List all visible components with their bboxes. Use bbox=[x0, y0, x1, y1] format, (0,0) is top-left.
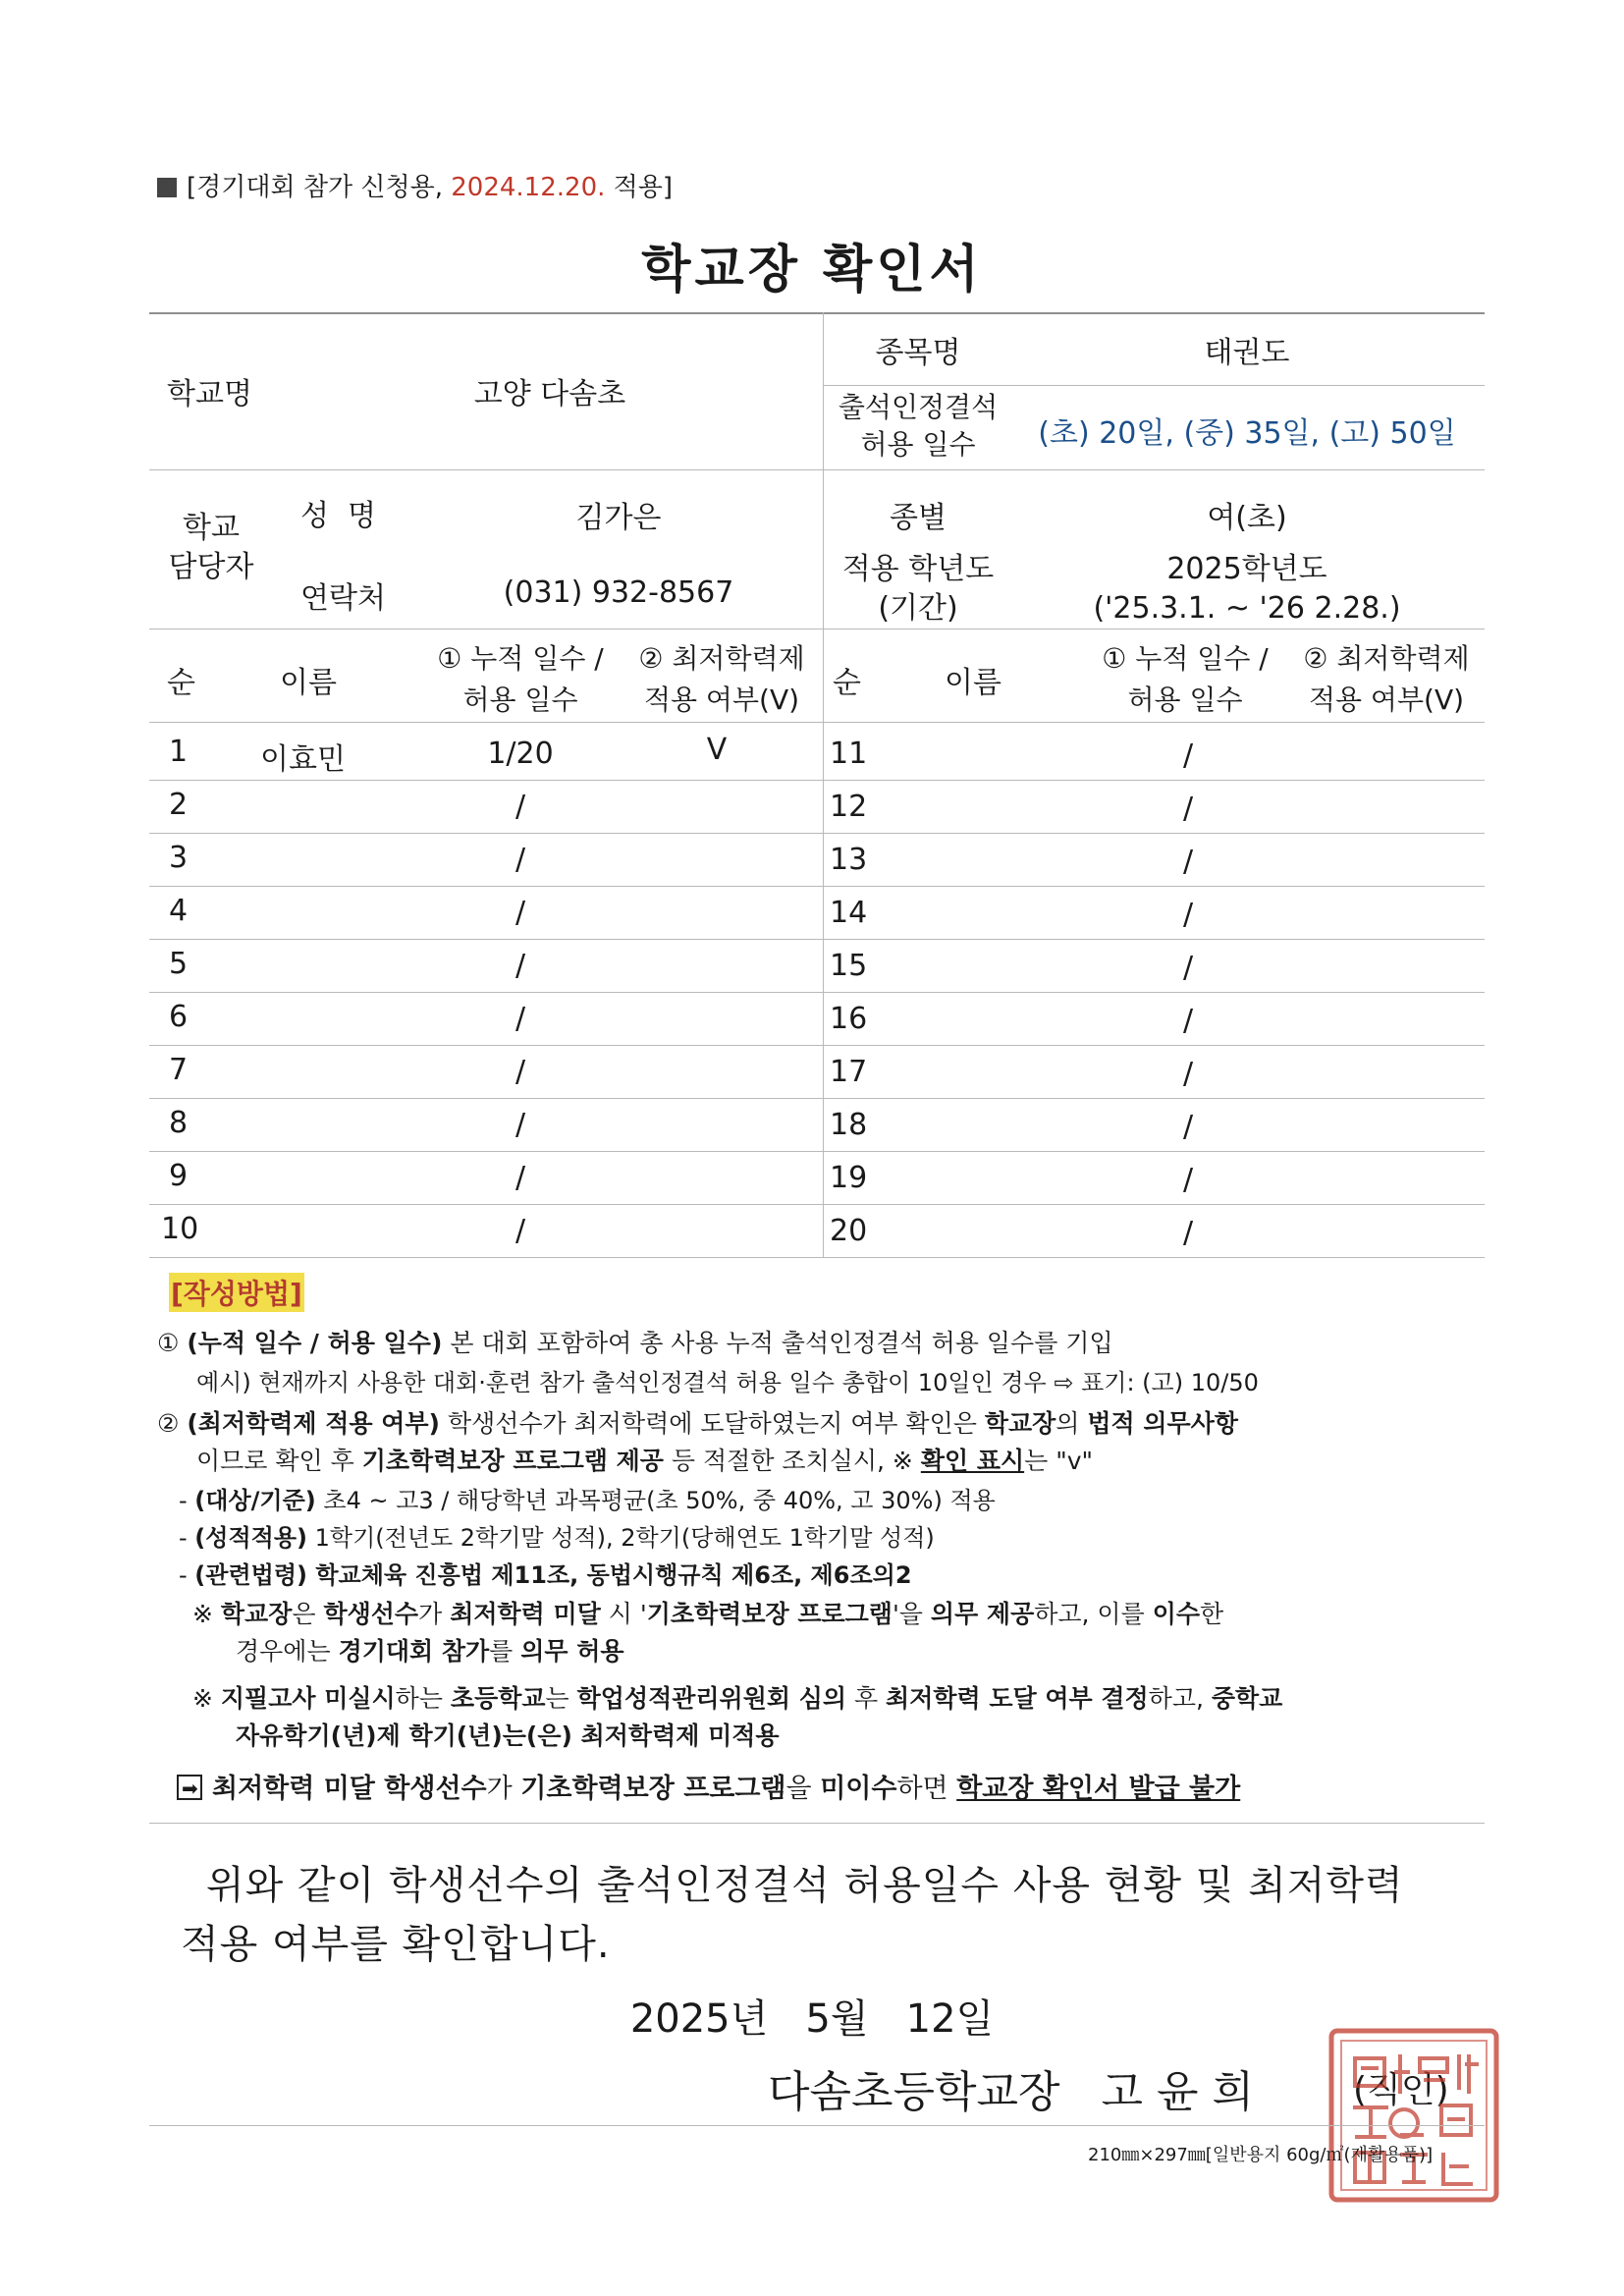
col-min-right bbox=[1288, 638, 1485, 721]
seal-mark-label: (직인) bbox=[1353, 2070, 1449, 2110]
sub-2-text: 1학기(전년도 2학기말 성적), 2학기(당해연도 1학기말 성적) bbox=[306, 1524, 935, 1552]
divider bbox=[149, 1823, 1485, 1824]
row-days: / bbox=[1182, 951, 1194, 985]
ref-1-text: 가 bbox=[418, 1600, 451, 1628]
row-days: / bbox=[1182, 1057, 1194, 1091]
divider bbox=[149, 1151, 1485, 1152]
row-days: / bbox=[514, 1161, 526, 1195]
ref-2-bold: 최저학력 도달 여부 결정 bbox=[886, 1684, 1149, 1713]
page-title: 학교장 확인서 bbox=[641, 241, 983, 300]
note-2-text: 이므로 확인 후 bbox=[196, 1447, 362, 1475]
ref-1-text: 은 bbox=[292, 1600, 324, 1628]
divider bbox=[149, 833, 1485, 834]
row-number: 7 bbox=[169, 1053, 189, 1087]
row-days: / bbox=[1182, 738, 1194, 773]
divider bbox=[149, 939, 1485, 940]
sub-1-bold: (대상/기준) bbox=[194, 1487, 316, 1514]
final-note-bold: 기초학력보장 프로그램 bbox=[520, 1774, 786, 1804]
note-2-text: 의 bbox=[1056, 1409, 1088, 1438]
ref-1-bold: 최저학력 미달 bbox=[450, 1600, 601, 1628]
row-number: 13 bbox=[830, 843, 868, 877]
year-label-line2: (기간) bbox=[878, 591, 958, 626]
method-heading: [작성방법] bbox=[169, 1273, 304, 1312]
row-number: 10 bbox=[161, 1212, 199, 1246]
divider bbox=[149, 1098, 1485, 1099]
contact-value: (031) 932-8567 bbox=[503, 575, 734, 610]
divider bbox=[149, 780, 1485, 781]
row-number: 12 bbox=[830, 790, 868, 824]
ref-2-bold: 중학교 bbox=[1211, 1684, 1283, 1713]
col-no-left: 순 bbox=[167, 666, 195, 700]
ref-1-text: 하고, 이를 bbox=[1034, 1600, 1153, 1628]
note-2-text: 등 적절한 조치실시, ※ bbox=[663, 1447, 921, 1475]
row-days: / bbox=[514, 843, 526, 877]
row-number: 15 bbox=[830, 949, 868, 983]
sub-3: - (관련법령) 학교체육 진흥법 제11조, 동법시행규칙 제6조, 제6조의2 bbox=[179, 1561, 912, 1589]
confirm-date: 2025년 5월 12일 bbox=[629, 1996, 995, 2042]
ref-1-bold: 이수 bbox=[1152, 1600, 1200, 1628]
signer-name: 다솜초등학교장 고 윤 희 bbox=[768, 2067, 1254, 2117]
row-days: / bbox=[1182, 1163, 1194, 1197]
ref-1: ※ 학교장은 학생선수가 최저학력 미달 시 '기초학력보장 프로그램'을 의무 제공하고, 이를 이수한 bbox=[192, 1600, 1224, 1628]
divider bbox=[149, 312, 1485, 314]
row-number: 9 bbox=[169, 1159, 189, 1193]
manager-label-line2: 담당자 bbox=[168, 550, 254, 584]
row-days: / bbox=[1182, 1110, 1194, 1144]
note-2-mark-label: 확인 표시 bbox=[920, 1447, 1025, 1475]
form-tag bbox=[157, 167, 673, 203]
row-days: / bbox=[514, 896, 526, 930]
divider bbox=[149, 1204, 1485, 1205]
note-2-program: 기초학력보장 프로그램 제공 bbox=[361, 1447, 664, 1475]
col-min-line1: ② 최저학력제 bbox=[1303, 642, 1470, 675]
divider bbox=[149, 886, 1485, 887]
paper-spec: 210㎜×297㎜[일반용지 60g/㎡(재활용품)] bbox=[1088, 2145, 1434, 2165]
category-label: 종별 bbox=[890, 501, 947, 535]
ref-1-bold: 학생선수 bbox=[323, 1600, 419, 1628]
row-number: 18 bbox=[830, 1108, 868, 1142]
final-note-bold: 최저학력 미달 학생선수 bbox=[212, 1774, 487, 1804]
col-min-line2: 적용 여부(V) bbox=[643, 683, 800, 716]
note-2-bold: (최저학력제 적용 여부) bbox=[187, 1409, 440, 1438]
col-min-line2: 적용 여부(V) bbox=[1308, 683, 1465, 716]
year-value bbox=[1031, 550, 1463, 629]
row-number: 17 bbox=[830, 1055, 868, 1089]
arrow-box-icon: ➡ bbox=[177, 1775, 202, 1800]
row-number: 20 bbox=[830, 1214, 868, 1248]
divider bbox=[149, 1257, 1485, 1258]
row-number: 16 bbox=[830, 1002, 868, 1036]
row-number: 19 bbox=[830, 1161, 868, 1195]
name-label: 성 명 bbox=[300, 499, 377, 533]
row-days: / bbox=[514, 949, 526, 983]
row-number: 4 bbox=[169, 894, 189, 928]
col-name-right: 이름 bbox=[945, 666, 1001, 700]
school-value: 고양 다솜초 bbox=[473, 377, 626, 411]
note-1-bold: (누적 일수 / 허용 일수) bbox=[187, 1329, 443, 1357]
row-days: / bbox=[1182, 1004, 1194, 1038]
official-seal bbox=[1326, 2025, 1502, 2206]
col-days-left bbox=[407, 638, 633, 721]
ref-1-bold: 학교장 bbox=[220, 1600, 293, 1628]
row-days: / bbox=[1182, 898, 1194, 932]
sub-1-text: 초4 ~ 고3 / 해당학년 과목평균(초 50%, 중 40%, 고 30%) 적용 bbox=[315, 1487, 996, 1514]
note-1-example: 예시) 현재까지 사용한 대회·훈련 참가 출석인정결석 허용 일수 총합이 10일인 경우 ⇨ 표기: (고) 10/50 bbox=[196, 1369, 1259, 1396]
col-min-left bbox=[623, 638, 820, 721]
confirm-line1: 위와 같이 학생선수의 출석인정결석 허용일수 사용 현황 및 최저학력 bbox=[206, 1863, 1404, 1908]
note-2-text: 는 "v" bbox=[1024, 1447, 1094, 1475]
ref-1-bold: 의무 허용 bbox=[520, 1637, 624, 1666]
category-value: 여(초) bbox=[1207, 501, 1287, 535]
ref-1-text: 를 bbox=[489, 1637, 521, 1666]
divider bbox=[149, 722, 1485, 723]
sport-label: 종목명 bbox=[875, 336, 961, 370]
row-days: / bbox=[514, 1002, 526, 1036]
row-days: 1/20 bbox=[487, 737, 554, 771]
final-note bbox=[177, 1772, 1240, 1807]
form-tag-suffix: 적용] bbox=[605, 173, 674, 202]
note-1 bbox=[157, 1326, 1113, 1361]
note-2-text: 학생선수가 최저학력에 도달하였는지 여부 확인은 bbox=[440, 1409, 985, 1438]
ref-2-line2: 자유학기(년)제 학기(년)는(은) 최저학력제 미적용 bbox=[236, 1722, 780, 1750]
final-note-text: 하면 bbox=[896, 1774, 957, 1804]
row-number: 8 bbox=[169, 1106, 189, 1140]
note-2-line2 bbox=[196, 1444, 1093, 1479]
ref-1-text: 시 ' bbox=[600, 1600, 647, 1628]
final-note-underlined: 학교장 확인서 발급 불가 bbox=[956, 1774, 1241, 1804]
official-seal-graphic bbox=[1326, 2025, 1502, 2206]
note-2 bbox=[157, 1406, 1238, 1442]
final-note-bold: 미이수 bbox=[820, 1774, 897, 1804]
sport-value: 태권도 bbox=[1204, 336, 1290, 370]
circle-one-mark: ① bbox=[157, 1329, 180, 1357]
note-1-text: 본 대회 포함하여 총 사용 누적 출석인정결석 허용 일수를 기입 bbox=[442, 1329, 1113, 1357]
divider bbox=[823, 385, 1485, 386]
ref-1-bold: 경기대회 참가 bbox=[338, 1637, 490, 1666]
divider bbox=[149, 469, 1485, 470]
ref-2-bold: 초등학교 bbox=[450, 1684, 546, 1713]
row-check: V bbox=[706, 733, 728, 767]
row-days: / bbox=[514, 1055, 526, 1089]
col-name-left: 이름 bbox=[280, 666, 337, 700]
sub-2: - (성적적용) 1학기(전년도 2학기말 성적), 2학기(당해연도 1학기말 성적) bbox=[179, 1524, 935, 1552]
divider bbox=[149, 2125, 1485, 2126]
ref-1-line2 bbox=[236, 1634, 624, 1669]
row-number: 14 bbox=[830, 896, 868, 930]
row-number: 1 bbox=[169, 735, 189, 769]
divider bbox=[149, 992, 1485, 993]
ref-1-bold: 기초학력보장 프로그램 bbox=[646, 1600, 893, 1628]
row-days: / bbox=[1182, 845, 1194, 879]
ref-2-bold: 학업성적관리위원회 심의 bbox=[576, 1684, 846, 1713]
col-days-line2: 허용 일수 bbox=[462, 683, 578, 716]
divider bbox=[823, 629, 824, 1257]
final-note-text: 을 bbox=[785, 1774, 821, 1804]
ref-2-bold: 지필고사 미실시 bbox=[220, 1684, 396, 1713]
form-tag-prefix: [경기대회 참가 신청용, bbox=[187, 173, 452, 202]
ref-2-text: 는 bbox=[545, 1684, 577, 1713]
col-days-line1: ① 누적 일수 / bbox=[437, 642, 604, 675]
manager-label bbox=[157, 509, 265, 587]
manager-label-line1: 학교 bbox=[183, 511, 240, 545]
row-days: / bbox=[514, 1214, 526, 1248]
row-days: / bbox=[514, 790, 526, 824]
ref-2-text: 하고, bbox=[1148, 1684, 1212, 1713]
ref-1-text: '을 bbox=[892, 1600, 931, 1628]
contact-label: 연락처 bbox=[300, 581, 386, 616]
ref-2: ※ 지필고사 미실시하는 초등학교는 학업성적관리위원회 심의 후 최저학력 도달 여부 결정하고, 중학교 bbox=[192, 1684, 1283, 1713]
row-number: 3 bbox=[169, 841, 189, 875]
sub-3-bold: (관련법령) 학교체육 진흥법 제11조, 동법시행규칙 제6조, 제6조의2 bbox=[194, 1561, 912, 1589]
square-bullet-icon bbox=[157, 178, 177, 197]
year-label-line1: 적용 학년도 bbox=[841, 552, 995, 586]
ref-1-bold: 의무 제공 bbox=[930, 1600, 1035, 1628]
col-days-line2: 허용 일수 bbox=[1127, 683, 1243, 716]
col-no-right: 순 bbox=[833, 666, 861, 700]
sub-2-bold: (성적적용) bbox=[194, 1524, 307, 1552]
form-tag-date: 2024.12.20. bbox=[451, 173, 606, 202]
year-label bbox=[815, 550, 1021, 629]
absence-label bbox=[815, 389, 1021, 464]
year-value-line1: 2025학년도 bbox=[1166, 552, 1327, 586]
row-days: / bbox=[514, 1108, 526, 1142]
ref-1-text: 한 bbox=[1200, 1600, 1224, 1628]
note-2-principal: 학교장 bbox=[984, 1409, 1056, 1438]
row-number: 5 bbox=[169, 947, 189, 981]
row-name: 이효민 bbox=[260, 742, 346, 777]
ref-2-text: 후 bbox=[846, 1684, 887, 1713]
sub-1: - (대상/기준) 초4 ~ 고3 / 해당학년 과목평균(초 50%, 중 40%, 고 30%) 적용 bbox=[179, 1487, 996, 1514]
col-days-right bbox=[1072, 638, 1298, 721]
col-days-line1: ① 누적 일수 / bbox=[1102, 642, 1269, 675]
ref-1-text: 경우에는 bbox=[236, 1637, 339, 1666]
divider bbox=[149, 1045, 1485, 1046]
circle-two-mark: ② bbox=[157, 1409, 180, 1438]
absence-label-line2: 허용 일수 bbox=[860, 428, 976, 461]
name-value: 김가은 bbox=[575, 501, 662, 535]
row-number: 2 bbox=[169, 788, 189, 822]
final-note-text: 가 bbox=[486, 1774, 521, 1804]
col-min-line1: ② 최저학력제 bbox=[638, 642, 805, 675]
absence-label-line1: 출석인정결석 bbox=[838, 391, 999, 423]
ref-2-text: 하는 bbox=[395, 1684, 451, 1713]
year-value-line2: ('25.3.1. ~ '26 2.28.) bbox=[1093, 591, 1401, 626]
school-label: 학교명 bbox=[167, 377, 252, 411]
row-number: 6 bbox=[169, 1000, 189, 1034]
row-number: 11 bbox=[830, 737, 868, 771]
confirm-line2: 적용 여부를 확인합니다. bbox=[181, 1922, 611, 1967]
absence-value: (초) 20일, (중) 35일, (고) 50일 bbox=[1038, 416, 1456, 451]
row-days: / bbox=[1182, 1216, 1194, 1250]
note-2-duty: 법적 의무사항 bbox=[1087, 1409, 1239, 1438]
row-days: / bbox=[1182, 792, 1194, 826]
